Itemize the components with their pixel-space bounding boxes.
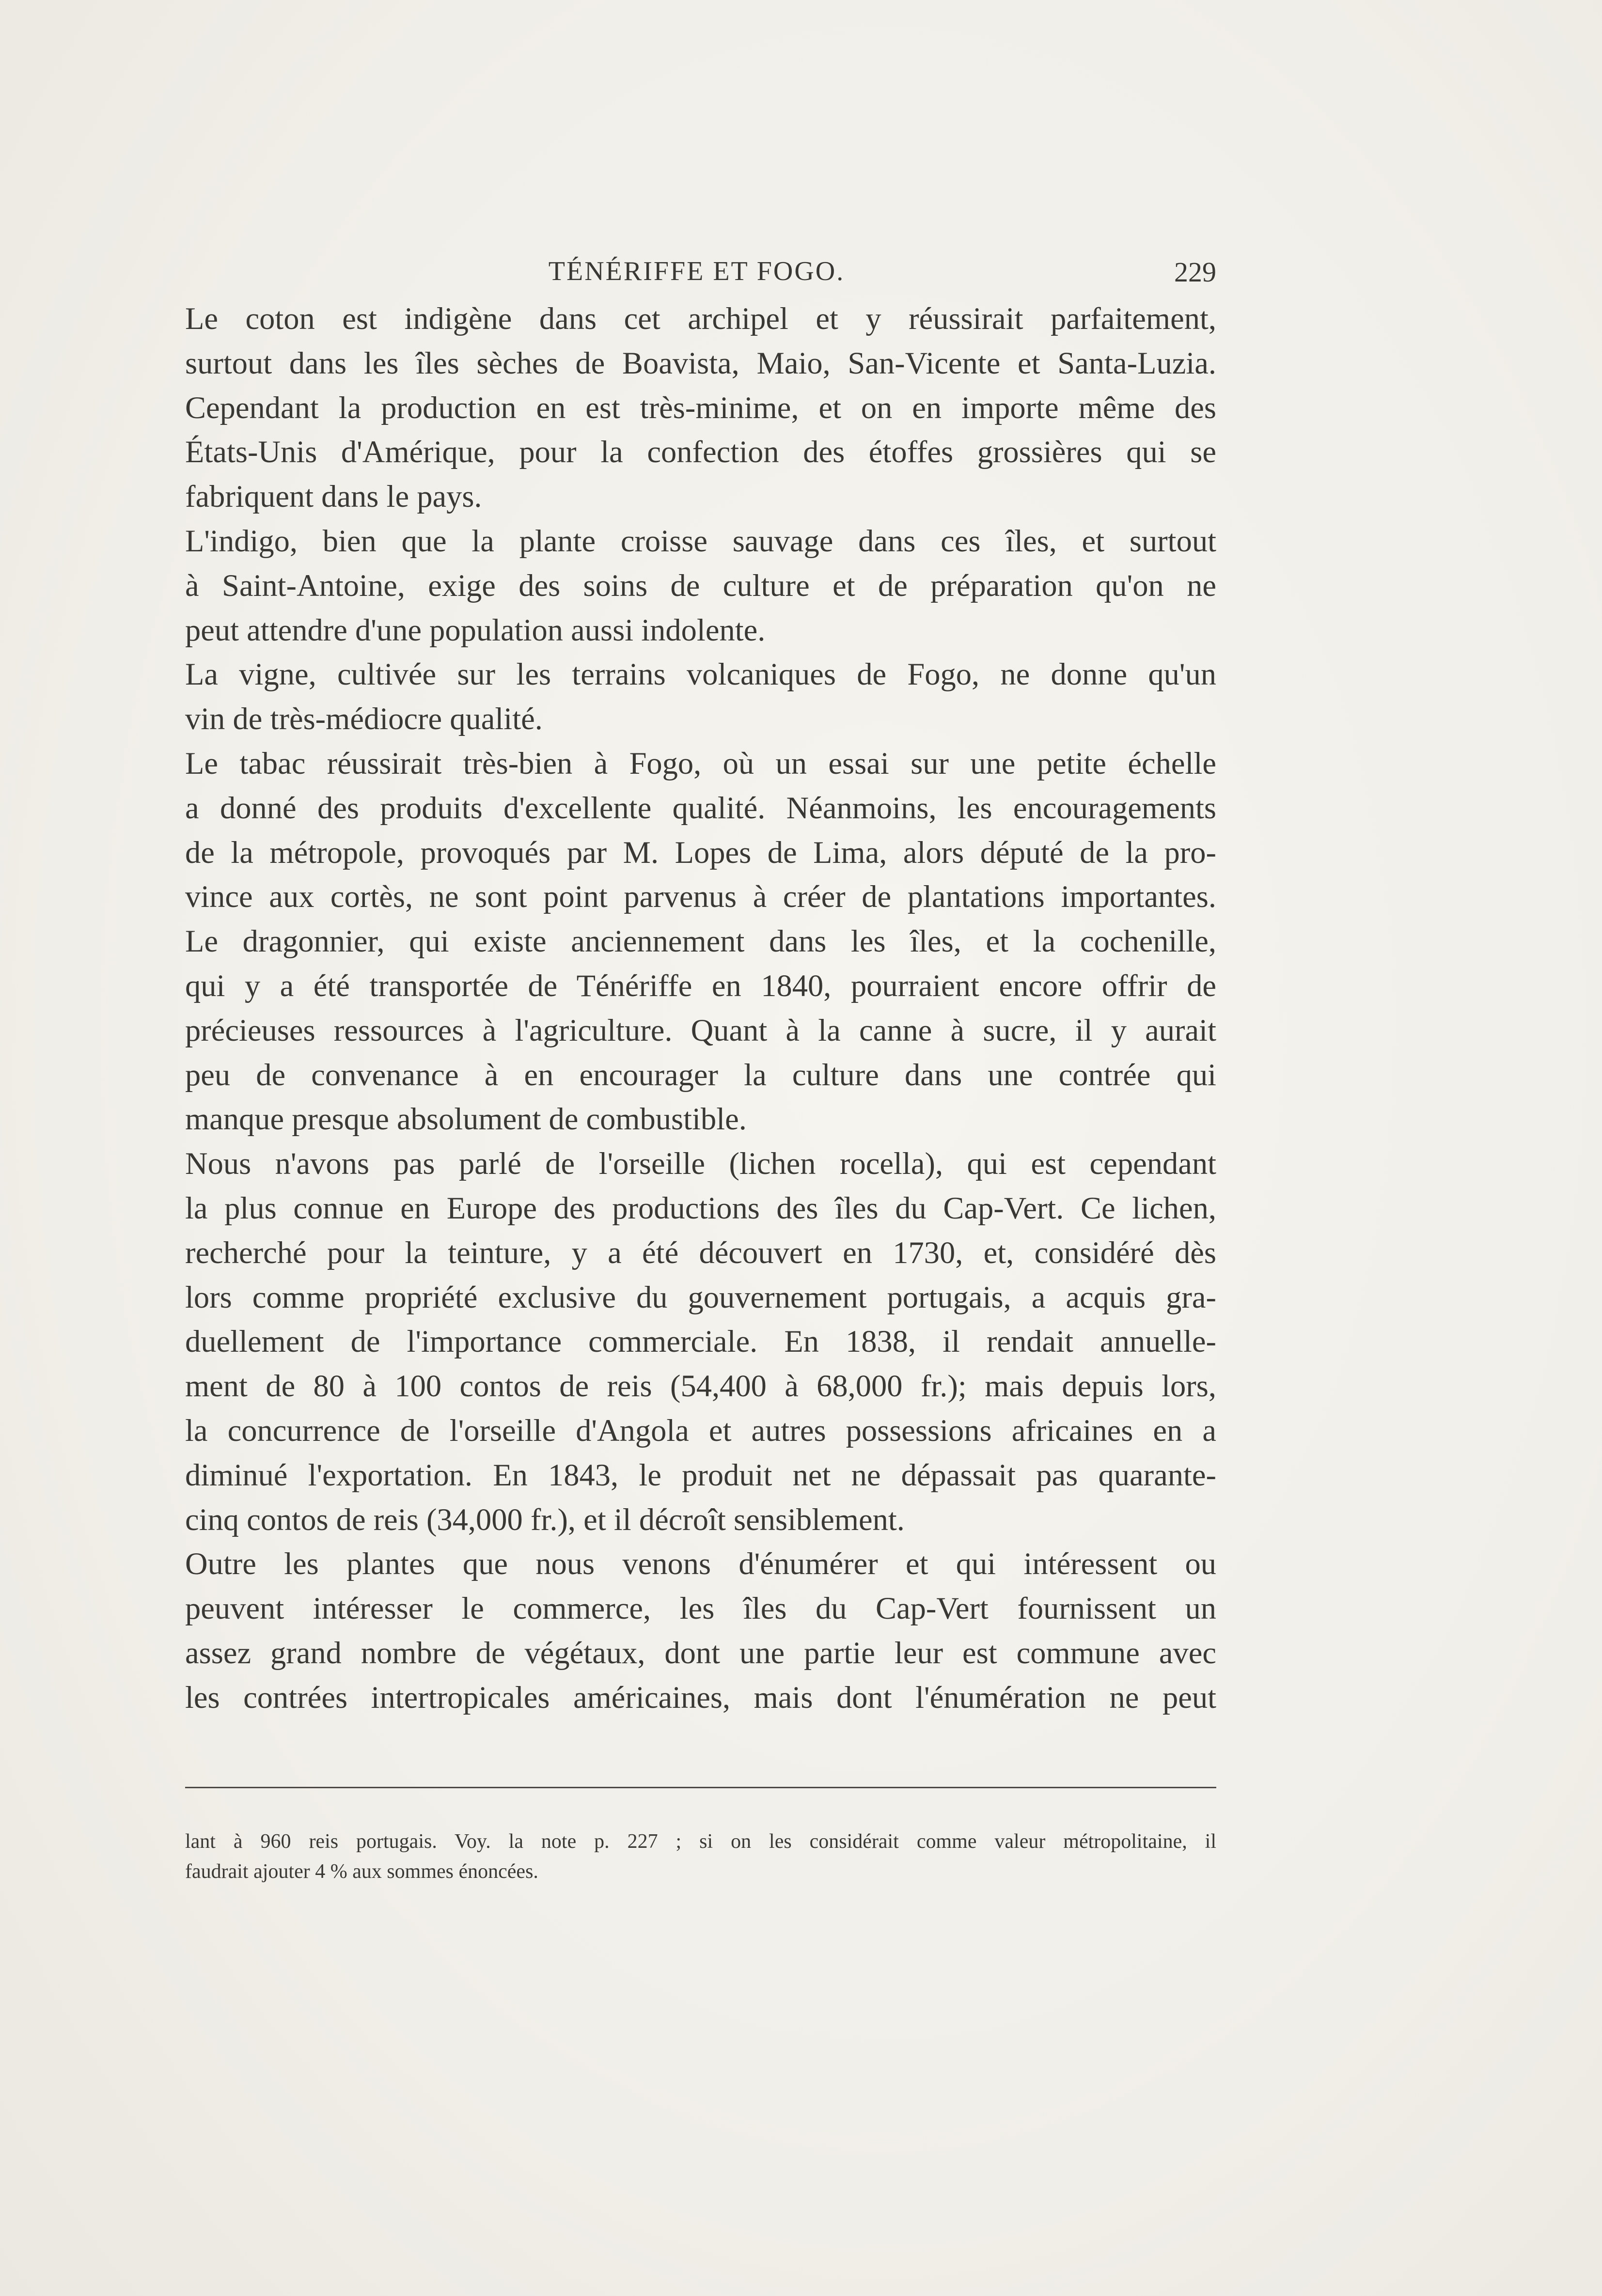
text-line: peu de convenance à en encourager la culture dans une contrée qui xyxy=(185,1057,1216,1092)
text-line: L'indigo, bien que la plante croisse sauvage dans ces îles, et surtout xyxy=(185,523,1216,558)
running-title: TÉNÉRIFFE ET FOGO. xyxy=(548,256,845,286)
text-line: fabriquent dans le pays. xyxy=(185,479,482,514)
text-line: vince aux cortès, ne sont point parvenus à créer de plantations importantes. xyxy=(185,879,1216,914)
footnote-line: faudrait ajouter 4 % aux sommes énoncées. xyxy=(185,1860,538,1883)
footnote-line: lant à 960 reis portugais. Voy. la note p. 227 ; si on les considérait comme valeur métropolitaine, il xyxy=(185,1830,1216,1853)
text-line: la plus connue en Europe des productions des îles du Cap-Vert. Ce lichen, xyxy=(185,1190,1216,1225)
text-line: La vigne, cultivée sur les terrains volcaniques de Fogo, ne donne qu'un xyxy=(185,657,1216,692)
footnote-rule xyxy=(185,1787,1216,1788)
text-line: précieuses ressources à l'agriculture. Quant à la canne à sucre, il y aurait xyxy=(185,1013,1216,1047)
text-line: peuvent intéresser le commerce, les îles du Cap-Vert fournissent un xyxy=(185,1591,1216,1626)
text-line: recherché pour la teinture, y a été découvert en 1730, et, considéré dès xyxy=(185,1235,1216,1270)
text-line: la concurrence de l'orseille d'Angola et autres possessions africaines en a xyxy=(185,1413,1216,1448)
text-line: duellement de l'importance commerciale. En 1838, il rendait annuelle- xyxy=(185,1324,1216,1359)
text-line: Nous n'avons pas parlé de l'orseille (lichen rocella), qui est cependant xyxy=(185,1146,1216,1181)
text-line: diminué l'exportation. En 1843, le produit net ne dépassait pas quarante- xyxy=(185,1457,1216,1492)
page-number: 229 xyxy=(1174,256,1216,288)
text-line: lors comme propriété exclusive du gouvernement portugais, a acquis gra- xyxy=(185,1280,1216,1314)
text-line: Outre les plantes que nous venons d'énumérer et qui intéressent ou xyxy=(185,1546,1216,1581)
text-line: cinq contos de reis (34,000 fr.), et il décroît sensiblement. xyxy=(185,1502,905,1537)
text-line: a donné des produits d'excellente qualité. Néanmoins, les encouragements xyxy=(185,790,1216,825)
text-line: assez grand nombre de végétaux, dont une partie leur est commune avec xyxy=(185,1635,1216,1670)
running-head xyxy=(177,252,1216,296)
text-line: Le dragonnier, qui existe anciennement dans les îles, et la cochenille, xyxy=(185,924,1216,959)
footnote xyxy=(185,1827,1216,1887)
text-line: à Saint-Antoine, exige des soins de culture et de préparation qu'on ne xyxy=(185,568,1216,603)
body-text xyxy=(185,297,1216,1720)
text-line: les contrées intertropicales américaines, mais dont l'énumération ne peut xyxy=(185,1680,1216,1715)
text-line: peut attendre d'une population aussi indolente. xyxy=(185,612,766,647)
text-line: vin de très-médiocre qualité. xyxy=(185,702,543,736)
text-line: ment de 80 à 100 contos de reis (54,400 à 68,000 fr.); mais depuis lors, xyxy=(185,1369,1216,1404)
text-line: qui y a été transportée de Ténériffe en 1840, pourraient encore offrir de xyxy=(185,968,1216,1003)
text-line: Cependant la production en est très-minime, et on en importe même des xyxy=(185,390,1216,425)
text-line: de la métropole, provoqués par M. Lopes de Lima, alors député de la pro- xyxy=(185,835,1216,870)
text-line: Le tabac réussirait très-bien à Fogo, où un essai sur une petite échelle xyxy=(185,746,1216,781)
text-line: manque presque absolument de combustible. xyxy=(185,1102,747,1137)
text-line: États-Unis d'Amérique, pour la confection des étoffes grossières qui se xyxy=(185,435,1216,469)
text-line: Le coton est indigène dans cet archipel et y réussirait parfaitement, xyxy=(185,301,1216,336)
text-line: surtout dans les îles sèches de Boavista, Maio, San-Vicente et Santa-Luzia. xyxy=(185,345,1216,380)
